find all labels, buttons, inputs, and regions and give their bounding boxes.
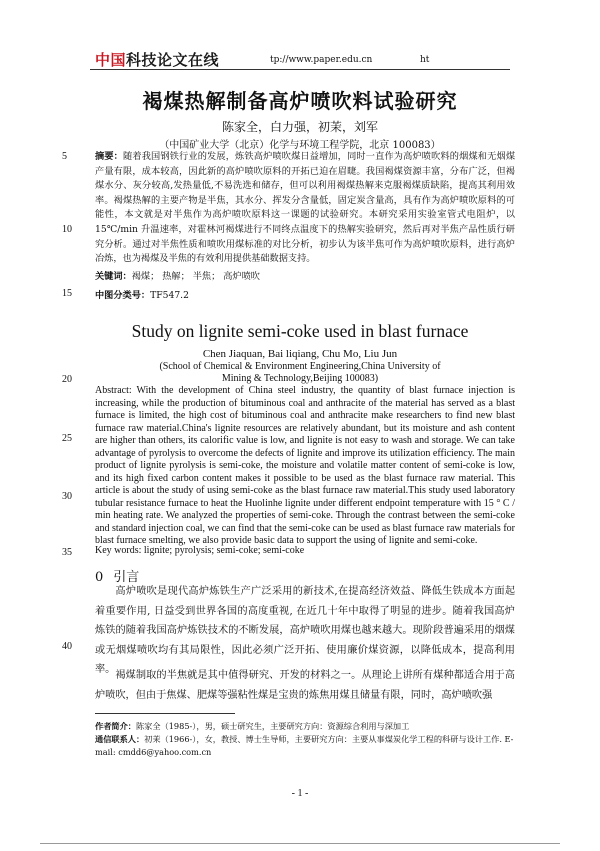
- section-number: 0: [95, 570, 104, 585]
- authors-cn: 陈家全，白力强，初茉，刘军: [221, 120, 378, 134]
- footnote-contact: [95, 733, 525, 759]
- footnote-author-text: 陈家全（1985-），男，硕士研究生，主要研究方向：资源综合利用与深加工: [135, 721, 410, 731]
- line-number: 5: [62, 151, 67, 162]
- line-number: 35: [62, 547, 72, 558]
- paragraph-1: 高炉喷吹是现代高炉炼铁生产广泛采用的新技术,在提高经济效益、降低生铁成本方面起着重要作用, 日益受到世界各国的高度重视, 在近几十年中取得了明显的进步。随着我国高炉炼铁的随着我国高炉炼铁技术的不断发展，高炉喷吹用煤也越来越大。现阶段普遍采用的烟煤或无烟煤喷吹均有其局限性，因此必须广泛开拓、使用廉价煤资源，以降低成本，提高利用率。: [95, 586, 515, 675]
- clc-number: [95, 287, 189, 301]
- abstract-label-cn: 摘要：: [95, 151, 124, 162]
- abstract-cn: [95, 150, 515, 267]
- line-number: 25: [62, 433, 72, 444]
- keywords-label-cn: 关键词：: [95, 271, 132, 282]
- line-number: 10: [62, 224, 72, 235]
- abstract-en: Abstract: With the development of China steel industry, the quantity of blast furnace injection is increasing, while the production of bituminous coal and anthracite of the material has served as a blast furnace is limited, the high cost of bituminous coal and anthracite make researchers to find new blast furnace raw material.China's lignite resources are relatively abundant, but its moisture and ash content are higher than others, its calorific value is low, and lignite is not easy to wash and storage. We can take advantage of pyrolysis to overcome the defects of lignite and improve its utilization efficiency. The main product of lignite pyrolysis is semi-coke, the moisture and volatile matter content of semi-coke is low, and its high fixed carbon content makes it possible to be used as the blast furnace raw material. This article is about the study of using semi-coke as the blast furnace raw material.This study used laboratory tubular resistance furnace to heat the Huolinhe lignite under different endpoint temperature with 15 ° C / min heating rate. We analyzed the properties of semi-coke. Through the contrast between the semi-coke and standard injection coal, we can find that the semi-coke can be used as blast furnace raw materials for blast furnace smelting, we also provide basic data to support the using of lignite and semi-coke.: [95, 385, 515, 546]
- logo-red-text: 中国: [95, 51, 127, 69]
- body-paragraph: [95, 666, 515, 705]
- line-number: 30: [62, 491, 72, 502]
- keywords-cn: [95, 268, 260, 282]
- clc-value: TF547.2: [150, 290, 189, 301]
- header-url[interactable]: tp://www.paper.edu.cn: [270, 55, 373, 65]
- header-suffix: ht: [420, 55, 430, 65]
- authors-en: Chen Jiaquan, Bai liqiang, Chu Mo, Liu Jun: [202, 348, 398, 360]
- keywords-en: Key words: lignite; pyrolysis; semi-coke; semi-coke: [95, 545, 305, 556]
- clc-label: 中图分类号：: [95, 290, 151, 301]
- footnote-author: [95, 720, 525, 733]
- footnotes: [95, 720, 525, 759]
- bottom-rule: [40, 843, 560, 844]
- paragraph-2: 褐煤制取的半焦就是其中值得研究、开发的材料之一。从理论上讲所有煤种都适合用于高炉喷吹，但由于焦煤、肥煤等强粘性煤是宝贵的炼焦用煤且储量有限，同时，高炉喷吹强: [95, 670, 515, 701]
- affiliation-en: (School of Chemical & Environment Engineering,China University of Mining & Technology,Beijing 100083): [159, 361, 441, 384]
- site-logo[interactable]: [95, 49, 219, 70]
- abstract-text-cn: 随着我国钢铁行业的发展，炼铁高炉喷吹煤日益增加，同时一直作为高炉喷吹料的烟煤和无烟煤产量有限，成本较高，因此新的高炉喷吹原料的开拓已迫在眉睫。我国褐煤资源丰富，分布广泛，但褐煤水分、灰分较高,发热量低,不易洗选和储存，但可以利用褐煤热解来克服褐煤质缺陷，提高其利用效率。褐煤热解的主要产物是半焦，其水分、挥发分含量低，固定炭含量高，具有作为高炉喷吹原料的可能性，本文就是对半焦作为高炉喷吹原料这一课题的试验研究。本研究采用实验室管式电阻炉，以 15℃/min 升温速率，对霍林河褐煤进行不同终点温度下的热解实验研究，然后再对半焦产品性质行研究分析。通过对半焦性质和喷吹用煤标准的对比分析，初步认为该半焦可作为高炉喷吹原料，进行高炉冶炼，也为褐煤及半焦的有效利用提供基础数据支持。: [95, 151, 516, 265]
- logo-dark-text: 科技论文在线: [126, 51, 220, 69]
- section-title: 引言: [113, 570, 140, 585]
- paper-title-cn: 褐煤热解制备高炉喷吹料试验研究: [142, 89, 458, 113]
- line-number: 40: [62, 641, 72, 652]
- body-paragraph: [95, 582, 515, 680]
- header-rule: [90, 69, 510, 70]
- footnote-contact-label: 通信联系人：: [95, 734, 145, 744]
- footnote-contact-text: 初茉（1966-），女，教授、博士生导师，主要研究方向：主要从事煤炭化学工程的科研与设计工作. E-mail: cmdd6@yahoo.com.cn: [95, 734, 514, 757]
- footnote-rule: [95, 713, 235, 714]
- footnote-author-label: 作者简介：: [95, 721, 136, 731]
- line-number: 15: [62, 288, 72, 299]
- page-number: - 1 -: [291, 788, 309, 799]
- paper-title-en: Study on lignite semi-coke used in blast furnace: [131, 321, 469, 341]
- line-number: 20: [62, 374, 72, 385]
- keywords-text-cn: 褐煤； 热解； 半焦； 高炉喷吹: [131, 271, 260, 282]
- affiliation-cn: （中国矿业大学（北京）化学与环境工程学院，北京 100083）: [159, 140, 441, 151]
